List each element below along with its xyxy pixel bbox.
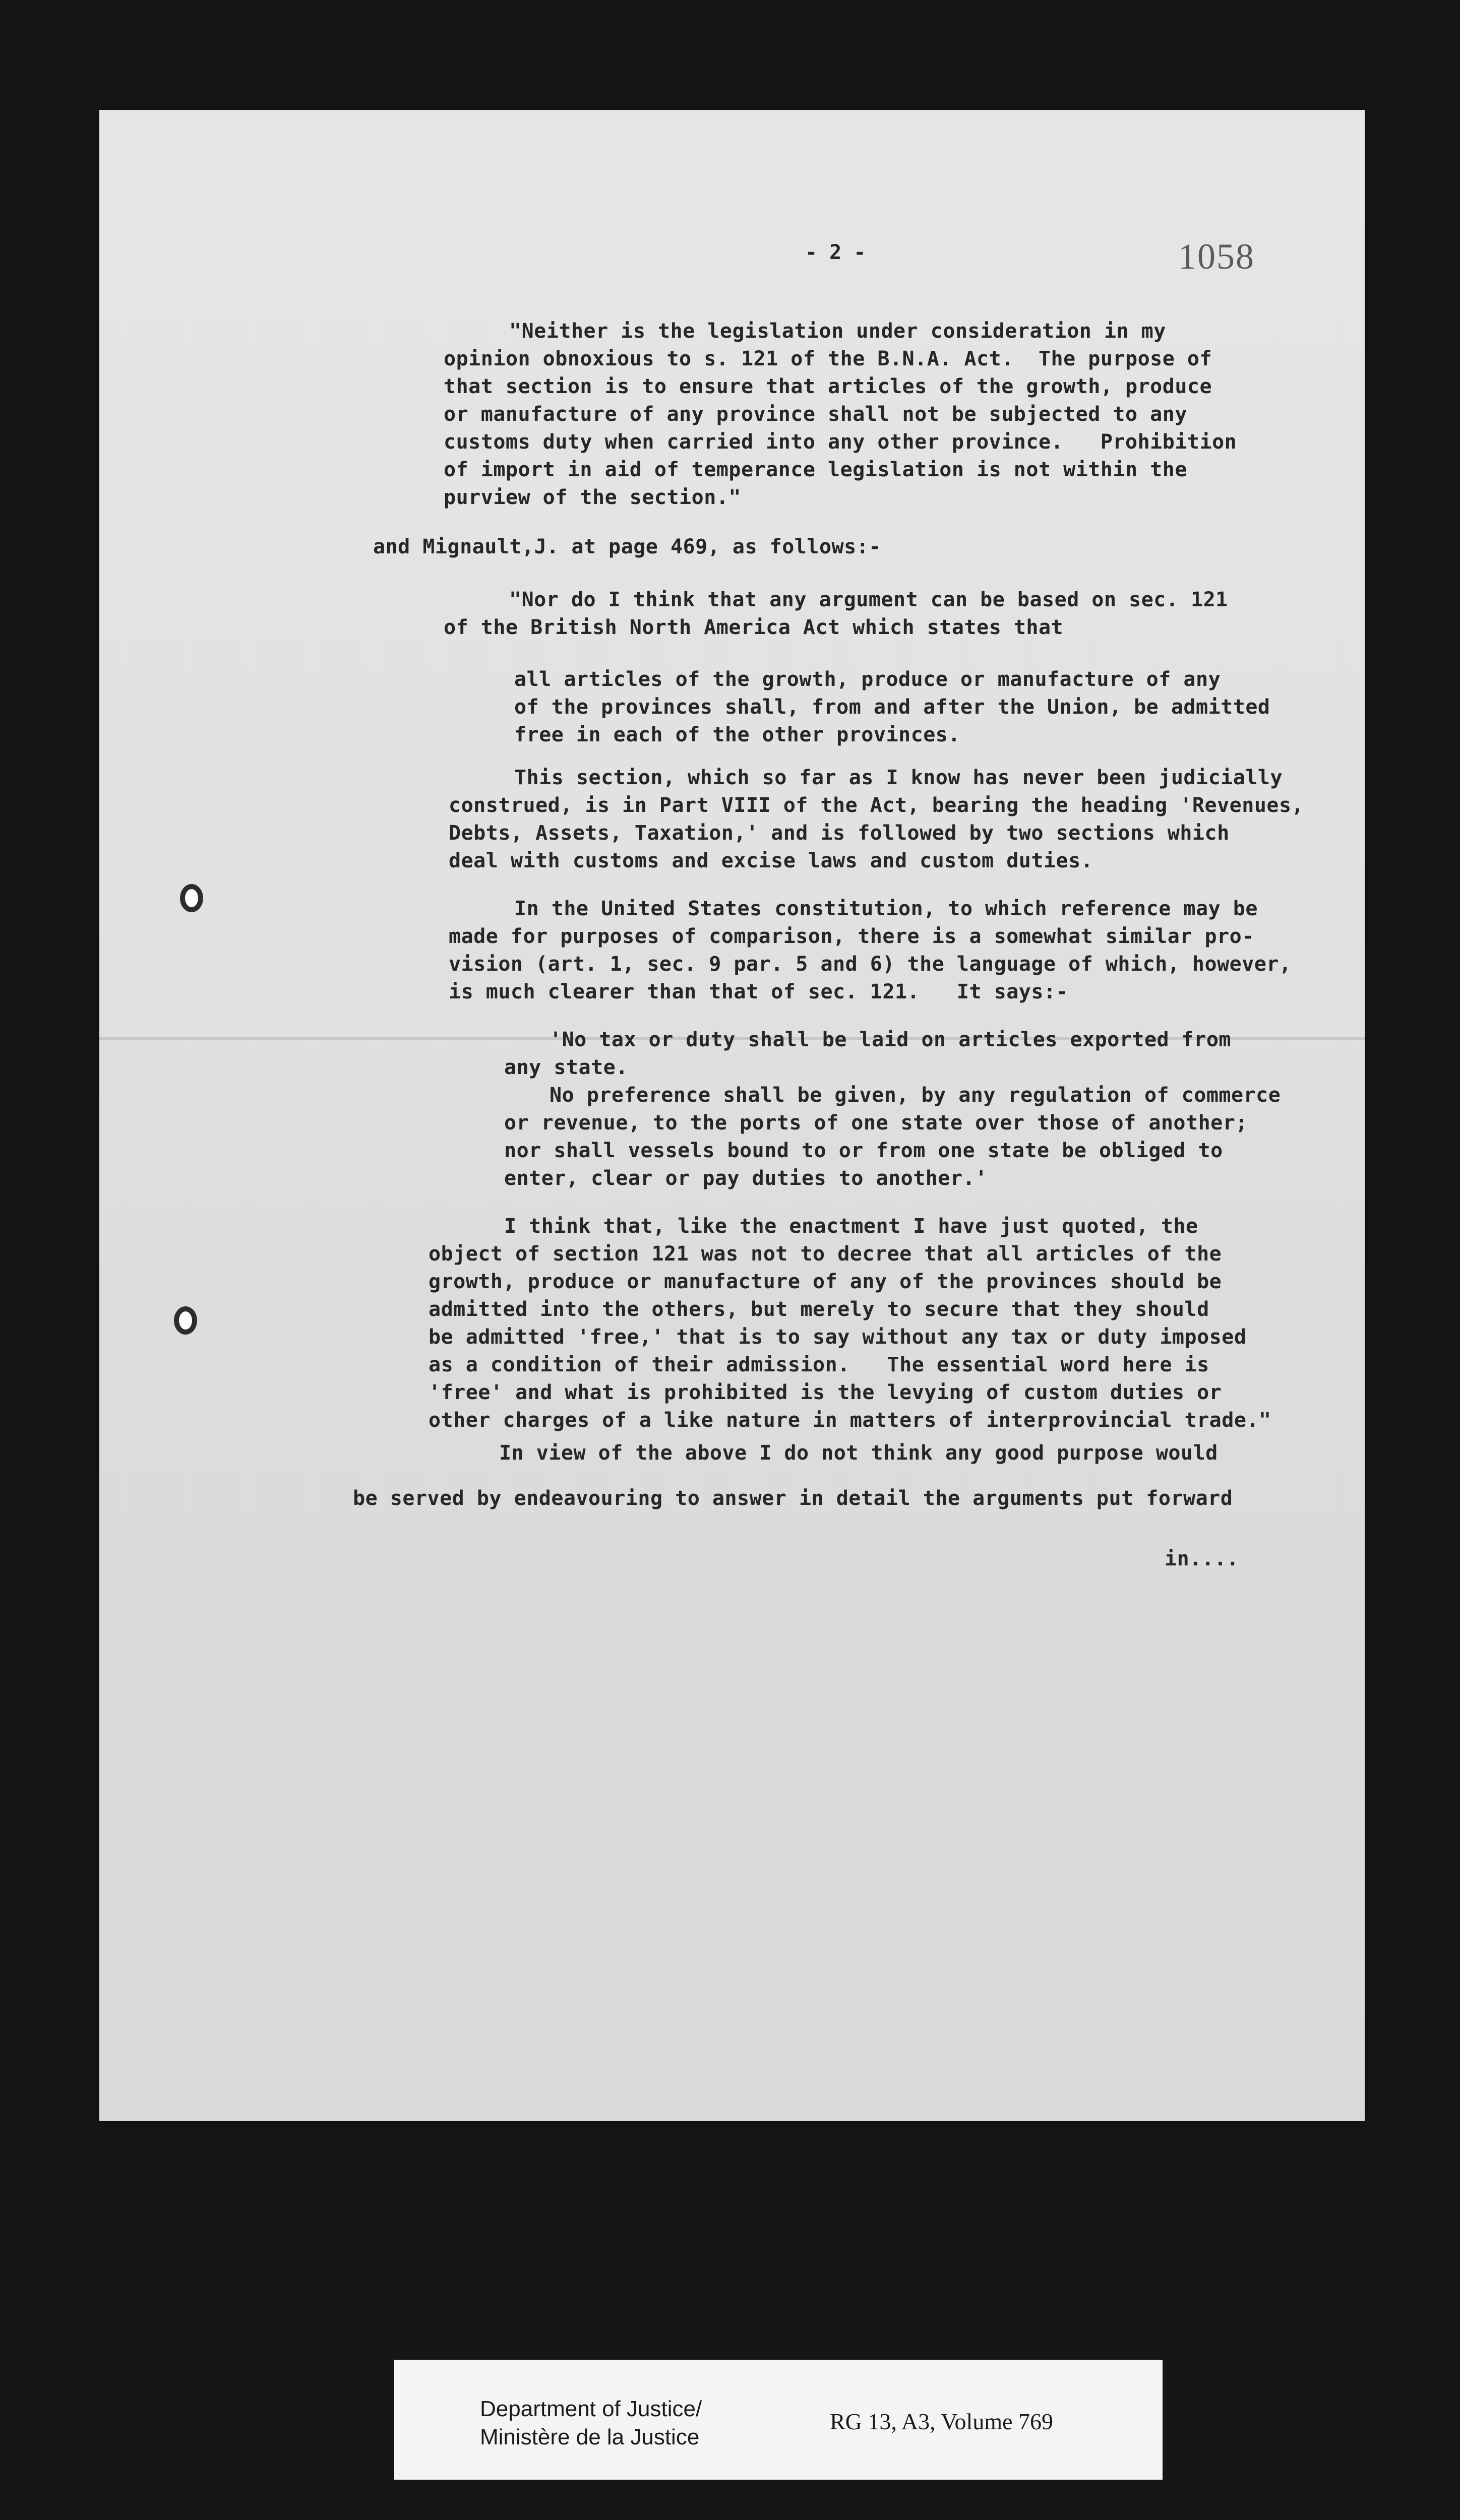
text-line: 'No tax or duty shall be laid on articles exported from — [550, 1028, 1232, 1051]
text-line: or manufacture of any province shall not be subjected to any — [444, 403, 1187, 426]
text-line: made for purposes of comparison, there is a somewhat similar pro- — [449, 925, 1254, 948]
text-line: customs duty when carried into any other province. Prohibition — [444, 430, 1237, 454]
text-line: of the British North America Act which states that — [444, 616, 1064, 639]
text-line: "Neither is the legislation under consideration in my — [509, 320, 1166, 343]
department-name-fr: Ministère de la Justice — [480, 2425, 700, 2449]
text-line: as a condition of their admission. The essential word here is — [429, 1353, 1209, 1376]
text-line: In view of the above I do not think any good purpose would — [499, 1441, 1218, 1465]
text-line: any state. — [504, 1056, 628, 1079]
stamp-number: 1058 — [1178, 236, 1255, 277]
text-line: opinion obnoxious to s. 121 of the B.N.A. Act. The purpose of — [444, 347, 1212, 370]
text-line: that section is to ensure that articles of the growth, produce — [444, 375, 1212, 398]
department-name-en: Department of Justice/ — [480, 2397, 702, 2421]
punch-hole — [174, 1306, 197, 1335]
text-line: purview of the section." — [444, 486, 741, 509]
text-line: vision (art. 1, sec. 9 par. 5 and 6) the language of which, however, — [449, 953, 1292, 976]
record-group-reference: RG 13, A3, Volume 769 — [830, 2409, 1054, 2434]
text-line: and Mignault,J. at page 469, as follows:- — [373, 535, 881, 558]
text-line: or revenue, to the ports of one state over those of another; — [504, 1111, 1248, 1135]
text-line: be admitted 'free,' that is to say without any tax or duty imposed — [429, 1326, 1247, 1349]
text-line: admitted into the others, but merely to secure that they should — [429, 1298, 1209, 1321]
text-line: free in each of the other provinces. — [514, 723, 960, 746]
text-line: enter, clear or pay duties to another.' — [504, 1167, 988, 1190]
text-line: be served by endeavouring to answer in detail the arguments put forward — [353, 1487, 1233, 1510]
text-line: I think that, like the enactment I have just quoted, the — [504, 1215, 1198, 1238]
text-line: all articles of the growth, produce or manufacture of any — [514, 668, 1221, 691]
text-line: other charges of a like nature in matters of interprovincial trade." — [429, 1409, 1271, 1432]
text-line: This section, which so far as I know has never been judicially — [514, 766, 1283, 789]
page-number: - 2 - — [805, 241, 866, 264]
text-line: is much clearer than that of sec. 121. It says:- — [449, 980, 1069, 1003]
text-line: of the provinces shall, from and after the Union, be admitted — [514, 696, 1270, 719]
document-page — [99, 110, 1365, 2121]
text-line: object of section 121 was not to decree that all articles of the — [429, 1242, 1222, 1266]
text-line: nor shall vessels bound to or from one state be obliged to — [504, 1139, 1223, 1162]
punch-hole — [180, 884, 203, 912]
text-line: growth, produce or manufacture of any of the provinces should be — [429, 1270, 1222, 1293]
archive-reference-label — [394, 2360, 1163, 2480]
text-line: deal with customs and excise laws and custom duties. — [449, 849, 1093, 872]
text-line: 'free' and what is prohibited is the levying of custom duties or — [429, 1381, 1222, 1404]
text-line: No preference shall be given, by any regulation of commerce — [550, 1084, 1281, 1107]
text-line: of import in aid of temperance legislation is not within the — [444, 458, 1187, 481]
text-line: in.... — [1165, 1547, 1239, 1570]
text-line: In the United States constitution, to which reference may be — [514, 897, 1258, 920]
text-line: Debts, Assets, Taxation,' and is followed by two sections which — [449, 822, 1230, 845]
text-line: construed, is in Part VIII of the Act, bearing the heading 'Revenues, — [449, 794, 1304, 817]
text-line: "Nor do I think that any argument can be based on sec. 121 — [509, 588, 1228, 611]
